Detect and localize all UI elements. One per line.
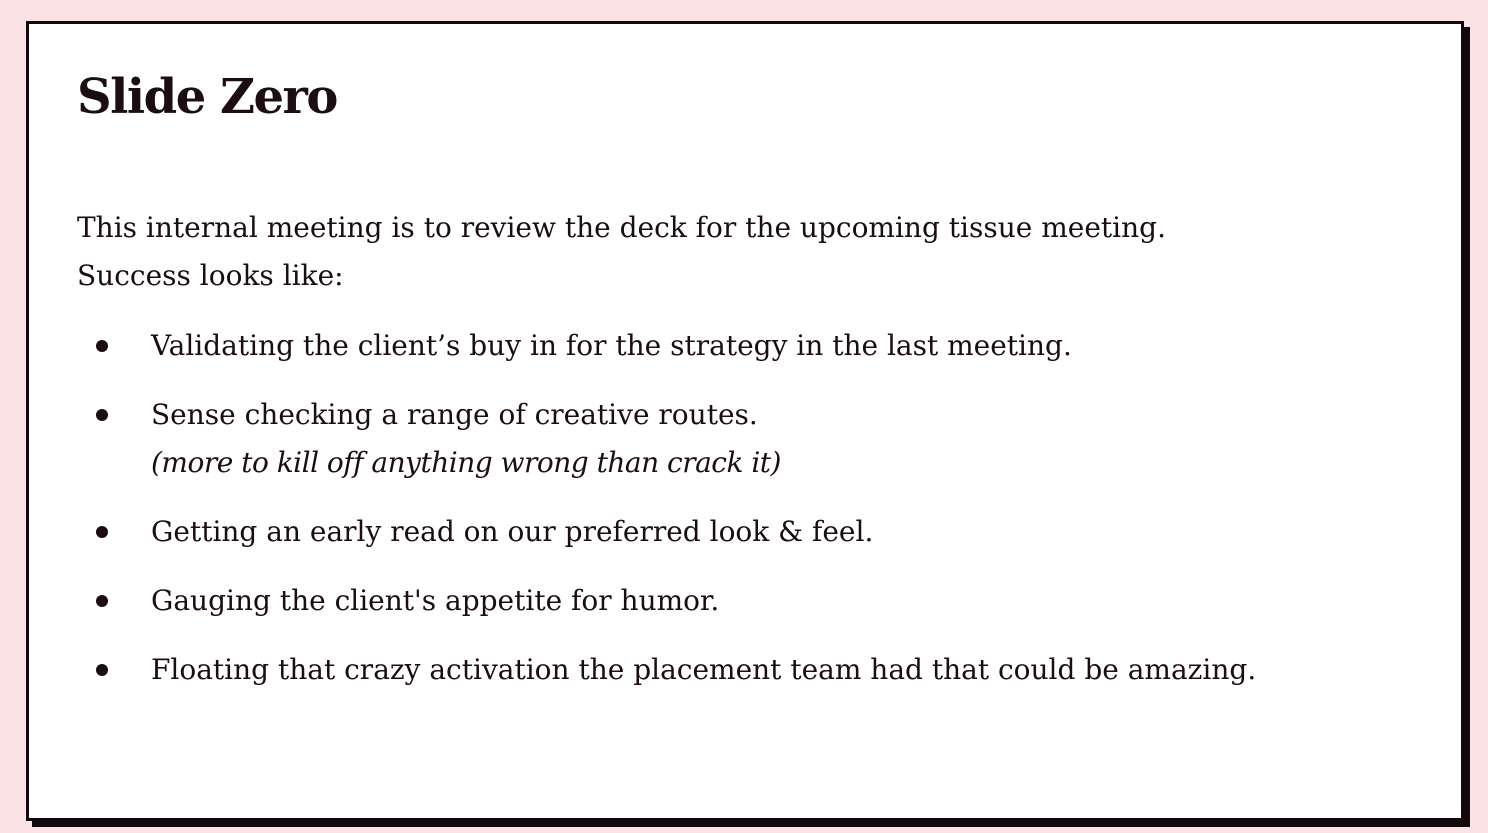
bullet-text: Floating that crazy activation the placement team had that could be amazing. <box>151 653 1257 686</box>
success-criteria-list <box>77 322 1256 715</box>
bullet-note: (more to kill off anything wrong than crack it) <box>151 446 781 479</box>
slide-title: Slide Zero <box>77 69 337 125</box>
list-item <box>77 391 1256 487</box>
slide-card <box>26 21 1464 821</box>
intro-line: This internal meeting is to review the deck for the upcoming tissue meeting. <box>77 211 1166 244</box>
bullet-icon <box>96 664 108 676</box>
bullet-text: Validating the client’s buy in for the strategy in the last meeting. <box>151 329 1072 362</box>
bullet-icon <box>96 526 108 538</box>
list-item <box>77 508 1256 556</box>
bullet-text: Gauging the client's appetite for humor. <box>151 584 720 617</box>
bullet-icon <box>96 595 108 607</box>
bullet-icon <box>96 340 108 352</box>
list-item <box>77 322 1256 370</box>
list-item <box>77 646 1256 694</box>
intro-paragraph <box>77 204 1166 300</box>
bullet-text: Sense checking a range of creative routes. <box>151 398 758 431</box>
list-item <box>77 577 1256 625</box>
intro-line: Success looks like: <box>77 259 344 292</box>
bullet-text: Getting an early read on our preferred look & feel. <box>151 515 874 548</box>
bullet-icon <box>96 409 108 421</box>
